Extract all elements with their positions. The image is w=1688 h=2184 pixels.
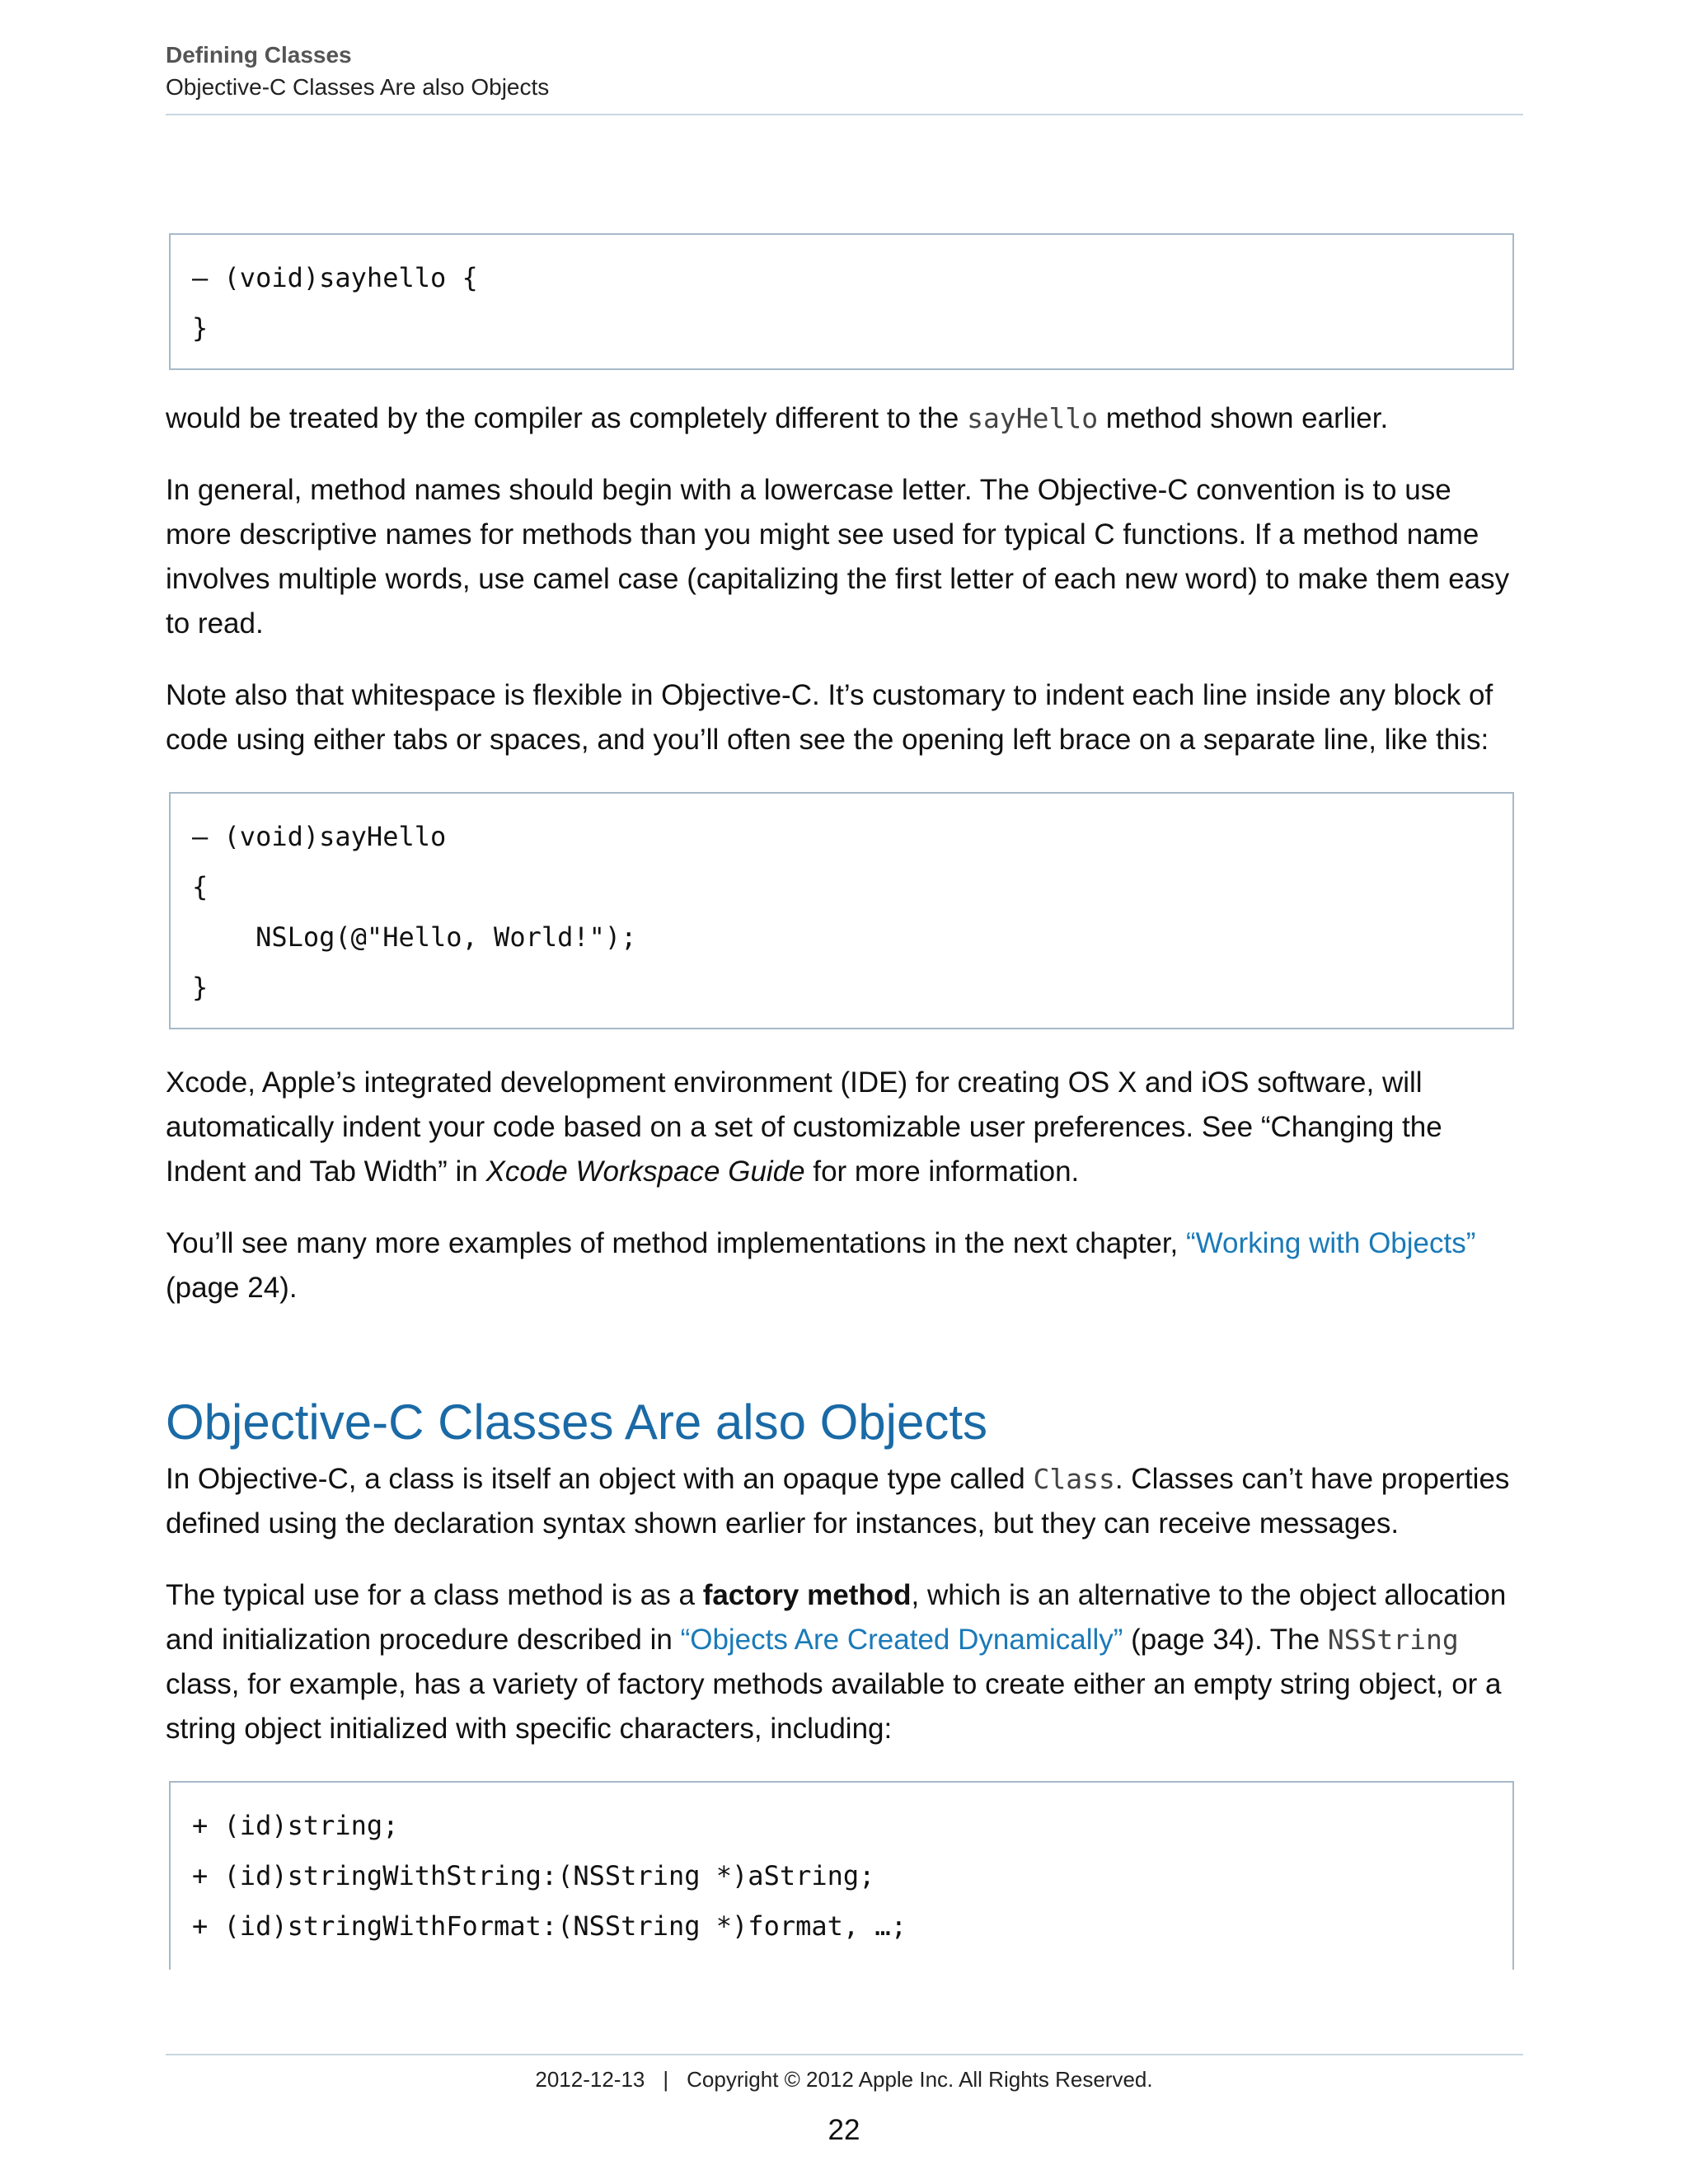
footer-date: 2012-12-13 bbox=[535, 2067, 645, 2092]
footer-separator: | bbox=[663, 2067, 669, 2092]
text-run: class, for example, has a variety of factory methods available to create either an empty string object, or a string object initialized with specific characters, including: bbox=[166, 1668, 1502, 1745]
code-block-sayhello-braces bbox=[169, 792, 1514, 1029]
text-run: The typical use for a class method is as a bbox=[166, 1579, 703, 1611]
paragraph-more-examples bbox=[166, 1221, 1523, 1310]
text-run: for more information. bbox=[804, 1155, 1080, 1188]
term-factory-method: factory method bbox=[702, 1579, 912, 1611]
code-line: + (id)string; bbox=[192, 1810, 399, 1841]
text-run: method shown earlier. bbox=[1098, 402, 1389, 434]
text-run: Xcode, Apple’s integrated development environment (IDE) for creating OS X and iOS software, will automatically indent your code based on a set of customizable user preferences. See “Changing the Indent and Tab Width” in bbox=[166, 1066, 1442, 1188]
text-run: In Objective-C, a class is itself an object with an opaque type called bbox=[166, 1463, 1034, 1495]
book-title-xcode-workspace-guide: Xcode Workspace Guide bbox=[485, 1155, 805, 1188]
section-heading: Objective-C Classes Are also Objects bbox=[166, 1394, 988, 1450]
footer-copyright: Copyright © 2012 Apple Inc. All Rights Reserved. bbox=[687, 2067, 1153, 2092]
code-line: – (void)sayHello bbox=[192, 821, 447, 852]
footer-divider bbox=[166, 2054, 1523, 2055]
paragraph-xcode-indent bbox=[166, 1061, 1523, 1194]
paragraph-method-naming: In general, method names should begin with a lowercase letter. The Objective-C convention is to use more descriptive names for methods than you might see used for typical C functions. If a method name involves multiple words, use camel case (capitalizing the first letter of each new word) to make them easy to read. bbox=[166, 474, 1510, 640]
text-run: (page 34). The bbox=[1123, 1624, 1328, 1656]
text-run: would be treated by the compiler as completely different to the bbox=[166, 402, 968, 434]
inline-code-nsstring: NSString bbox=[1327, 1624, 1459, 1656]
header-divider bbox=[166, 114, 1523, 115]
paragraph-compiler-case bbox=[166, 396, 1523, 441]
paragraph-factory-method bbox=[166, 1573, 1523, 1751]
code-line: – (void)sayhello { bbox=[192, 262, 478, 293]
paragraph-whitespace: Note also that whitespace is flexible in Objective-C. It’s customary to indent each line inside any block of code using either tabs or spaces, and you’ll often see the opening left brace on a separate line, like this: bbox=[166, 679, 1493, 756]
code-line: } bbox=[192, 312, 209, 344]
text-run: You’ll see many more examples of method implementations in the next chapter, bbox=[166, 1227, 1186, 1259]
page-number: 22 bbox=[828, 2114, 860, 2146]
inline-code-sayhello: sayHello bbox=[967, 402, 1099, 434]
link-working-with-objects[interactable]: “Working with Objects” bbox=[1186, 1227, 1476, 1259]
link-objects-created-dynamically[interactable]: “Objects Are Created Dynamically” bbox=[680, 1624, 1123, 1656]
code-line: NSLog(@"Hello, World!"); bbox=[192, 921, 637, 953]
chapter-title: Defining Classes bbox=[166, 42, 352, 68]
text-run: , which is an alternative to the object allocation and initialization procedure described in bbox=[166, 1579, 1507, 1656]
code-block-sayhello-lowercase bbox=[169, 233, 1514, 370]
code-line: { bbox=[192, 871, 209, 902]
footer bbox=[0, 2067, 1688, 2093]
code-line: + (id)stringWithString:(NSString *)aString; bbox=[192, 1860, 875, 1891]
code-block-factory-methods bbox=[169, 1781, 1514, 1970]
section-title: Objective-C Classes Are also Objects bbox=[166, 74, 550, 100]
main-content bbox=[166, 233, 1523, 1970]
inline-code-class: Class bbox=[1033, 1463, 1115, 1495]
code-line: } bbox=[192, 972, 209, 1003]
running-header bbox=[166, 40, 1523, 104]
text-run: (page 24). bbox=[166, 1272, 298, 1304]
code-line: + (id)stringWithFormat:(NSString *)format, …; bbox=[192, 1910, 907, 1942]
paragraph-class-object bbox=[166, 1457, 1523, 1546]
text-run: . Classes can’t have properties defined using the declaration syntax shown earlier for instances, but they can receive messages. bbox=[166, 1463, 1510, 1540]
